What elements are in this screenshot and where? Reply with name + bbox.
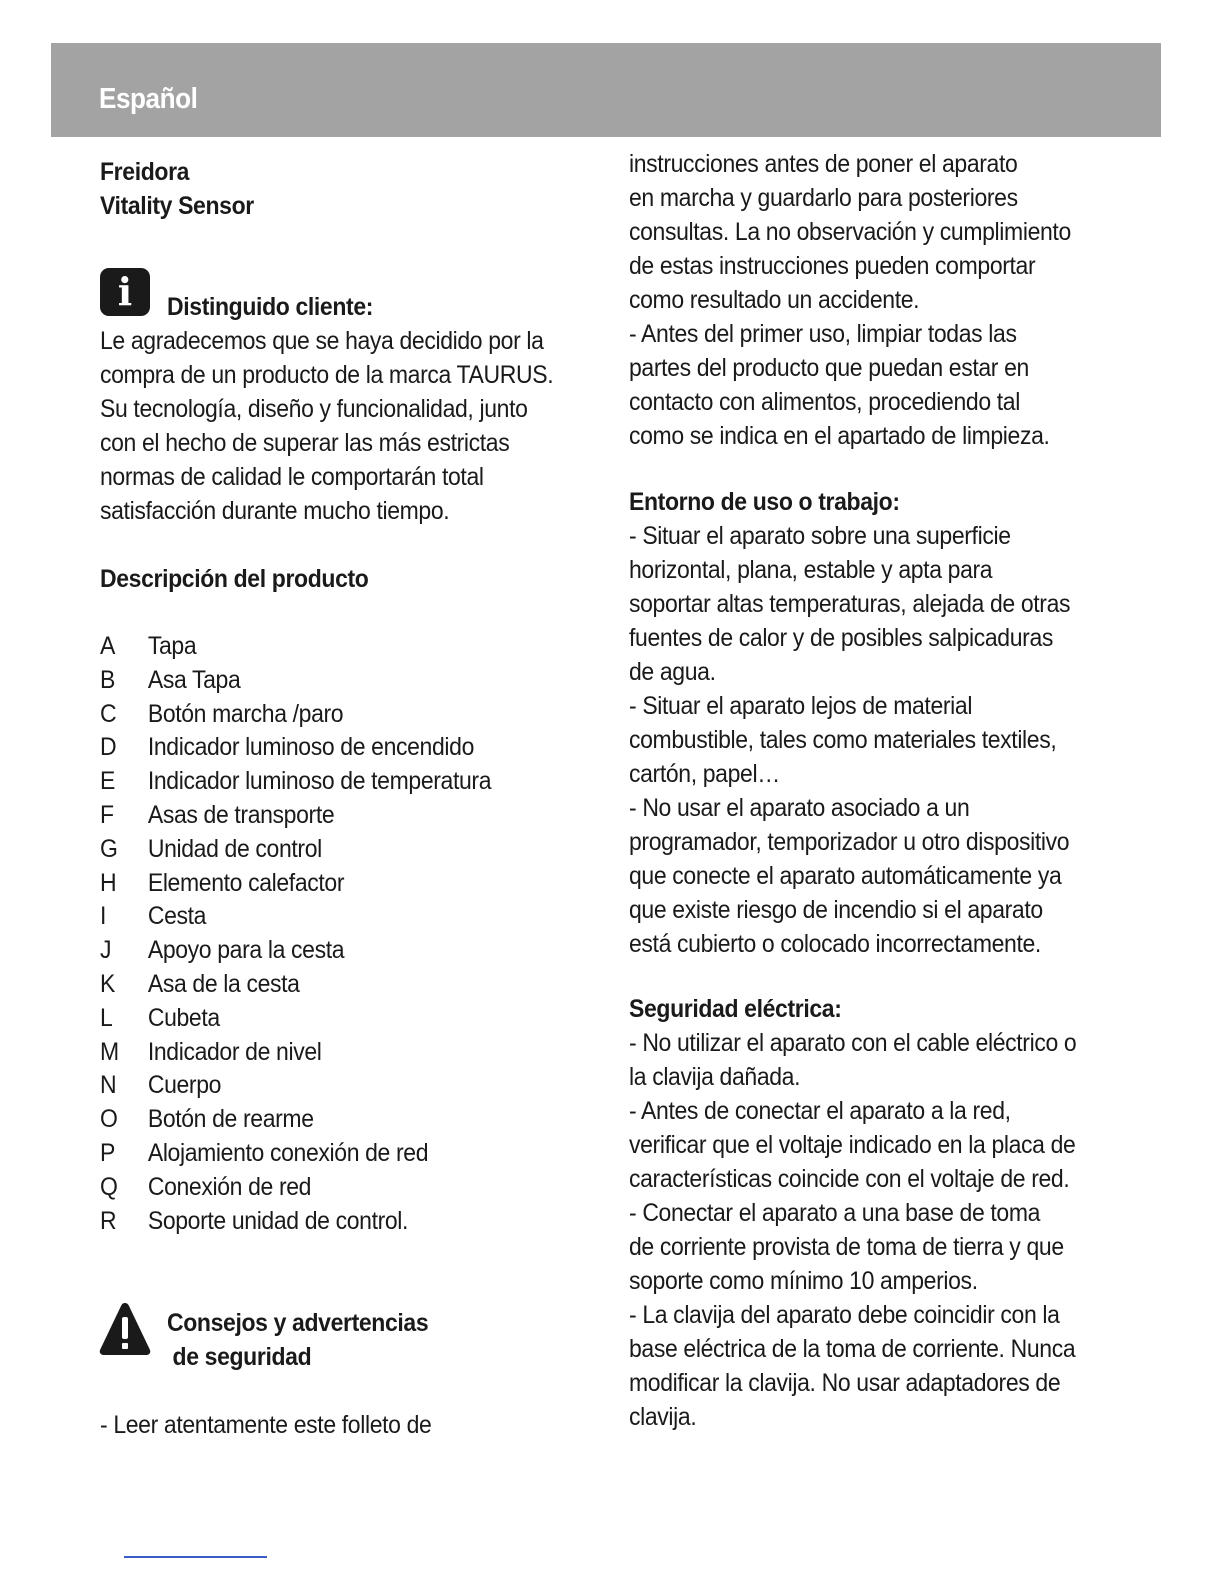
part-letter: D (100, 733, 117, 762)
footer-rule (124, 1556, 267, 1558)
part-row (100, 1102, 491, 1136)
right-intro-line: de estas instrucciones pueden comportar (629, 252, 1036, 280)
environment-paragraph (629, 519, 1070, 961)
environment-line: - No usar el aparato asociado a un (629, 794, 970, 822)
part-row (100, 1136, 491, 1170)
electrical-line: - Conectar el aparato a una base de toma (629, 1199, 1041, 1227)
environment-line: soportar altas temperaturas, alejada de otras (629, 590, 1071, 618)
product-title (100, 155, 254, 223)
environment-line: programador, temporizador u otro dispositivo (629, 828, 1070, 856)
environment-line: - Situar el aparato sobre una superficie (629, 522, 1011, 550)
part-letter: B (100, 665, 115, 694)
part-row (100, 832, 491, 866)
part-row (100, 697, 491, 731)
parts-list (100, 629, 491, 1237)
part-letter: C (100, 699, 117, 728)
part-letter: J (100, 936, 112, 965)
customer-heading: Distinguido cliente: (167, 293, 374, 321)
part-row (100, 866, 491, 900)
electrical-line: clavija. (629, 1403, 697, 1431)
part-label: Cubeta (147, 1003, 220, 1032)
product-name-line-1: Freidora (100, 158, 190, 186)
part-label: Asas de transporte (147, 800, 335, 829)
part-letter: F (100, 800, 114, 829)
part-label: Soporte unidad de control. (147, 1206, 409, 1235)
right-intro-paragraph (629, 147, 1071, 453)
part-label: Asa de la cesta (147, 969, 300, 998)
part-row (100, 899, 491, 933)
right-intro-line: - Antes del primer uso, limpiar todas las (629, 320, 1017, 348)
part-label: Conexión de red (147, 1172, 312, 1201)
part-label: Apoyo para la cesta (147, 936, 345, 965)
environment-line: - Situar el aparato lejos de material (629, 692, 973, 720)
part-row (100, 798, 491, 832)
electrical-line: - Antes de conectar el aparato a la red, (629, 1097, 1011, 1125)
part-label: Cuerpo (147, 1071, 222, 1100)
electrical-line: la clavija dañada. (629, 1063, 801, 1091)
part-label: Elemento calefactor (147, 868, 345, 897)
part-row (100, 933, 491, 967)
part-letter: R (100, 1206, 117, 1235)
part-letter: K (100, 969, 115, 998)
electrical-line: verificar que el voltaje indicado en la placa de (629, 1131, 1076, 1159)
part-row (100, 1068, 491, 1102)
part-letter: O (100, 1105, 118, 1134)
part-letter: E (100, 767, 115, 796)
language-header-band (51, 43, 1161, 137)
safety-heading-line-2: de seguridad (172, 1343, 312, 1371)
language-title: Español (99, 83, 198, 115)
customer-line: con el hecho de superar las más estrictas (100, 429, 510, 457)
environment-line: está cubierto o colocado incorrectamente. (629, 930, 1041, 958)
right-intro-line: instrucciones antes de poner el aparato (629, 150, 1018, 178)
customer-line: Su tecnología, diseño y funcionalidad, junto (100, 395, 528, 423)
part-label: Indicador de nivel (147, 1037, 322, 1066)
part-row (100, 629, 491, 663)
part-label: Botón de rearme (147, 1105, 314, 1134)
part-row (100, 1170, 491, 1204)
part-label: Alojamiento conexión de red (147, 1138, 429, 1167)
electrical-line: - La clavija del aparato debe coincidir con la (629, 1301, 1060, 1329)
part-label: Indicador luminoso de temperatura (147, 767, 492, 796)
part-letter: M (100, 1037, 119, 1066)
part-label: Cesta (147, 902, 207, 931)
safety-intro: - Leer atentamente este folleto de (100, 1411, 432, 1439)
part-row (100, 730, 491, 764)
part-label: Unidad de control (147, 834, 322, 863)
environment-line: horizontal, plana, estable y apta para (629, 556, 993, 584)
part-row (100, 663, 491, 697)
environment-heading: Entorno de uso o trabajo: (629, 488, 900, 516)
environment-line: que existe riesgo de incendio si el aparato (629, 896, 1043, 924)
warning-icon (98, 1300, 152, 1358)
environment-line: cartón, papel… (629, 760, 780, 788)
environment-line: que conecte el aparato automáticamente ya (629, 862, 1062, 890)
right-intro-line: consultas. La no observación y cumplimiento (629, 218, 1071, 246)
customer-line: Le agradecemos que se haya decidido por la (100, 327, 544, 355)
customer-line: satisfacción durante mucho tiempo. (100, 497, 450, 525)
part-letter: I (100, 902, 107, 931)
part-letter: G (100, 834, 118, 863)
part-row (100, 764, 491, 798)
part-letter: N (100, 1071, 117, 1100)
electrical-line: de corriente provista de toma de tierra y que (629, 1233, 1064, 1261)
right-intro-line: contacto con alimentos, procediendo tal (629, 388, 1020, 416)
safety-heading-line-1: Consejos y advertencias (167, 1309, 429, 1337)
environment-line: de agua. (629, 658, 716, 686)
safety-heading (167, 1306, 428, 1374)
right-intro-line: como se indica en el apartado de limpieza. (629, 422, 1050, 450)
product-name-line-2: Vitality Sensor (100, 192, 254, 220)
part-label: Indicador luminoso de encendido (147, 733, 475, 762)
part-letter: A (100, 632, 115, 660)
customer-line: compra de un producto de la marca TAURUS. (100, 361, 554, 389)
part-label: Botón marcha /paro (147, 699, 344, 728)
part-letter: L (100, 1003, 113, 1032)
part-letter: H (100, 868, 117, 897)
part-row (100, 1035, 491, 1069)
customer-paragraph (100, 324, 553, 528)
part-row (100, 1001, 491, 1035)
right-intro-line: como resultado un accidente. (629, 286, 920, 314)
environment-line: combustible, tales como materiales textiles, (629, 726, 1057, 754)
electrical-line: modificar la clavija. No usar adaptadores de (629, 1369, 1061, 1397)
electrical-line: base eléctrica de la toma de corriente. Nunca (629, 1335, 1076, 1363)
electrical-line: - No utilizar el aparato con el cable eléctrico o (629, 1029, 1077, 1057)
electrical-paragraph (629, 1026, 1076, 1434)
right-intro-line: partes del producto que puedan estar en (629, 354, 1029, 382)
electrical-heading: Seguridad eléctrica: (629, 995, 842, 1023)
part-row (100, 1204, 491, 1238)
part-row (100, 967, 491, 1001)
part-letter: Q (100, 1172, 118, 1201)
part-label: Tapa (147, 632, 197, 660)
description-heading: Descripción del producto (100, 565, 369, 593)
electrical-line: soporte como mínimo 10 amperios. (629, 1267, 978, 1295)
environment-line: fuentes de calor y de posibles salpicaduras (629, 624, 1054, 652)
part-label: Asa Tapa (147, 665, 241, 694)
part-letter: P (100, 1138, 115, 1167)
electrical-line: características coincide con el voltaje de red. (629, 1165, 1070, 1193)
right-intro-line: en marcha y guardarlo para posteriores (629, 184, 1018, 212)
customer-line: normas de calidad le comportarán total (100, 463, 484, 491)
info-icon: i (100, 268, 150, 316)
